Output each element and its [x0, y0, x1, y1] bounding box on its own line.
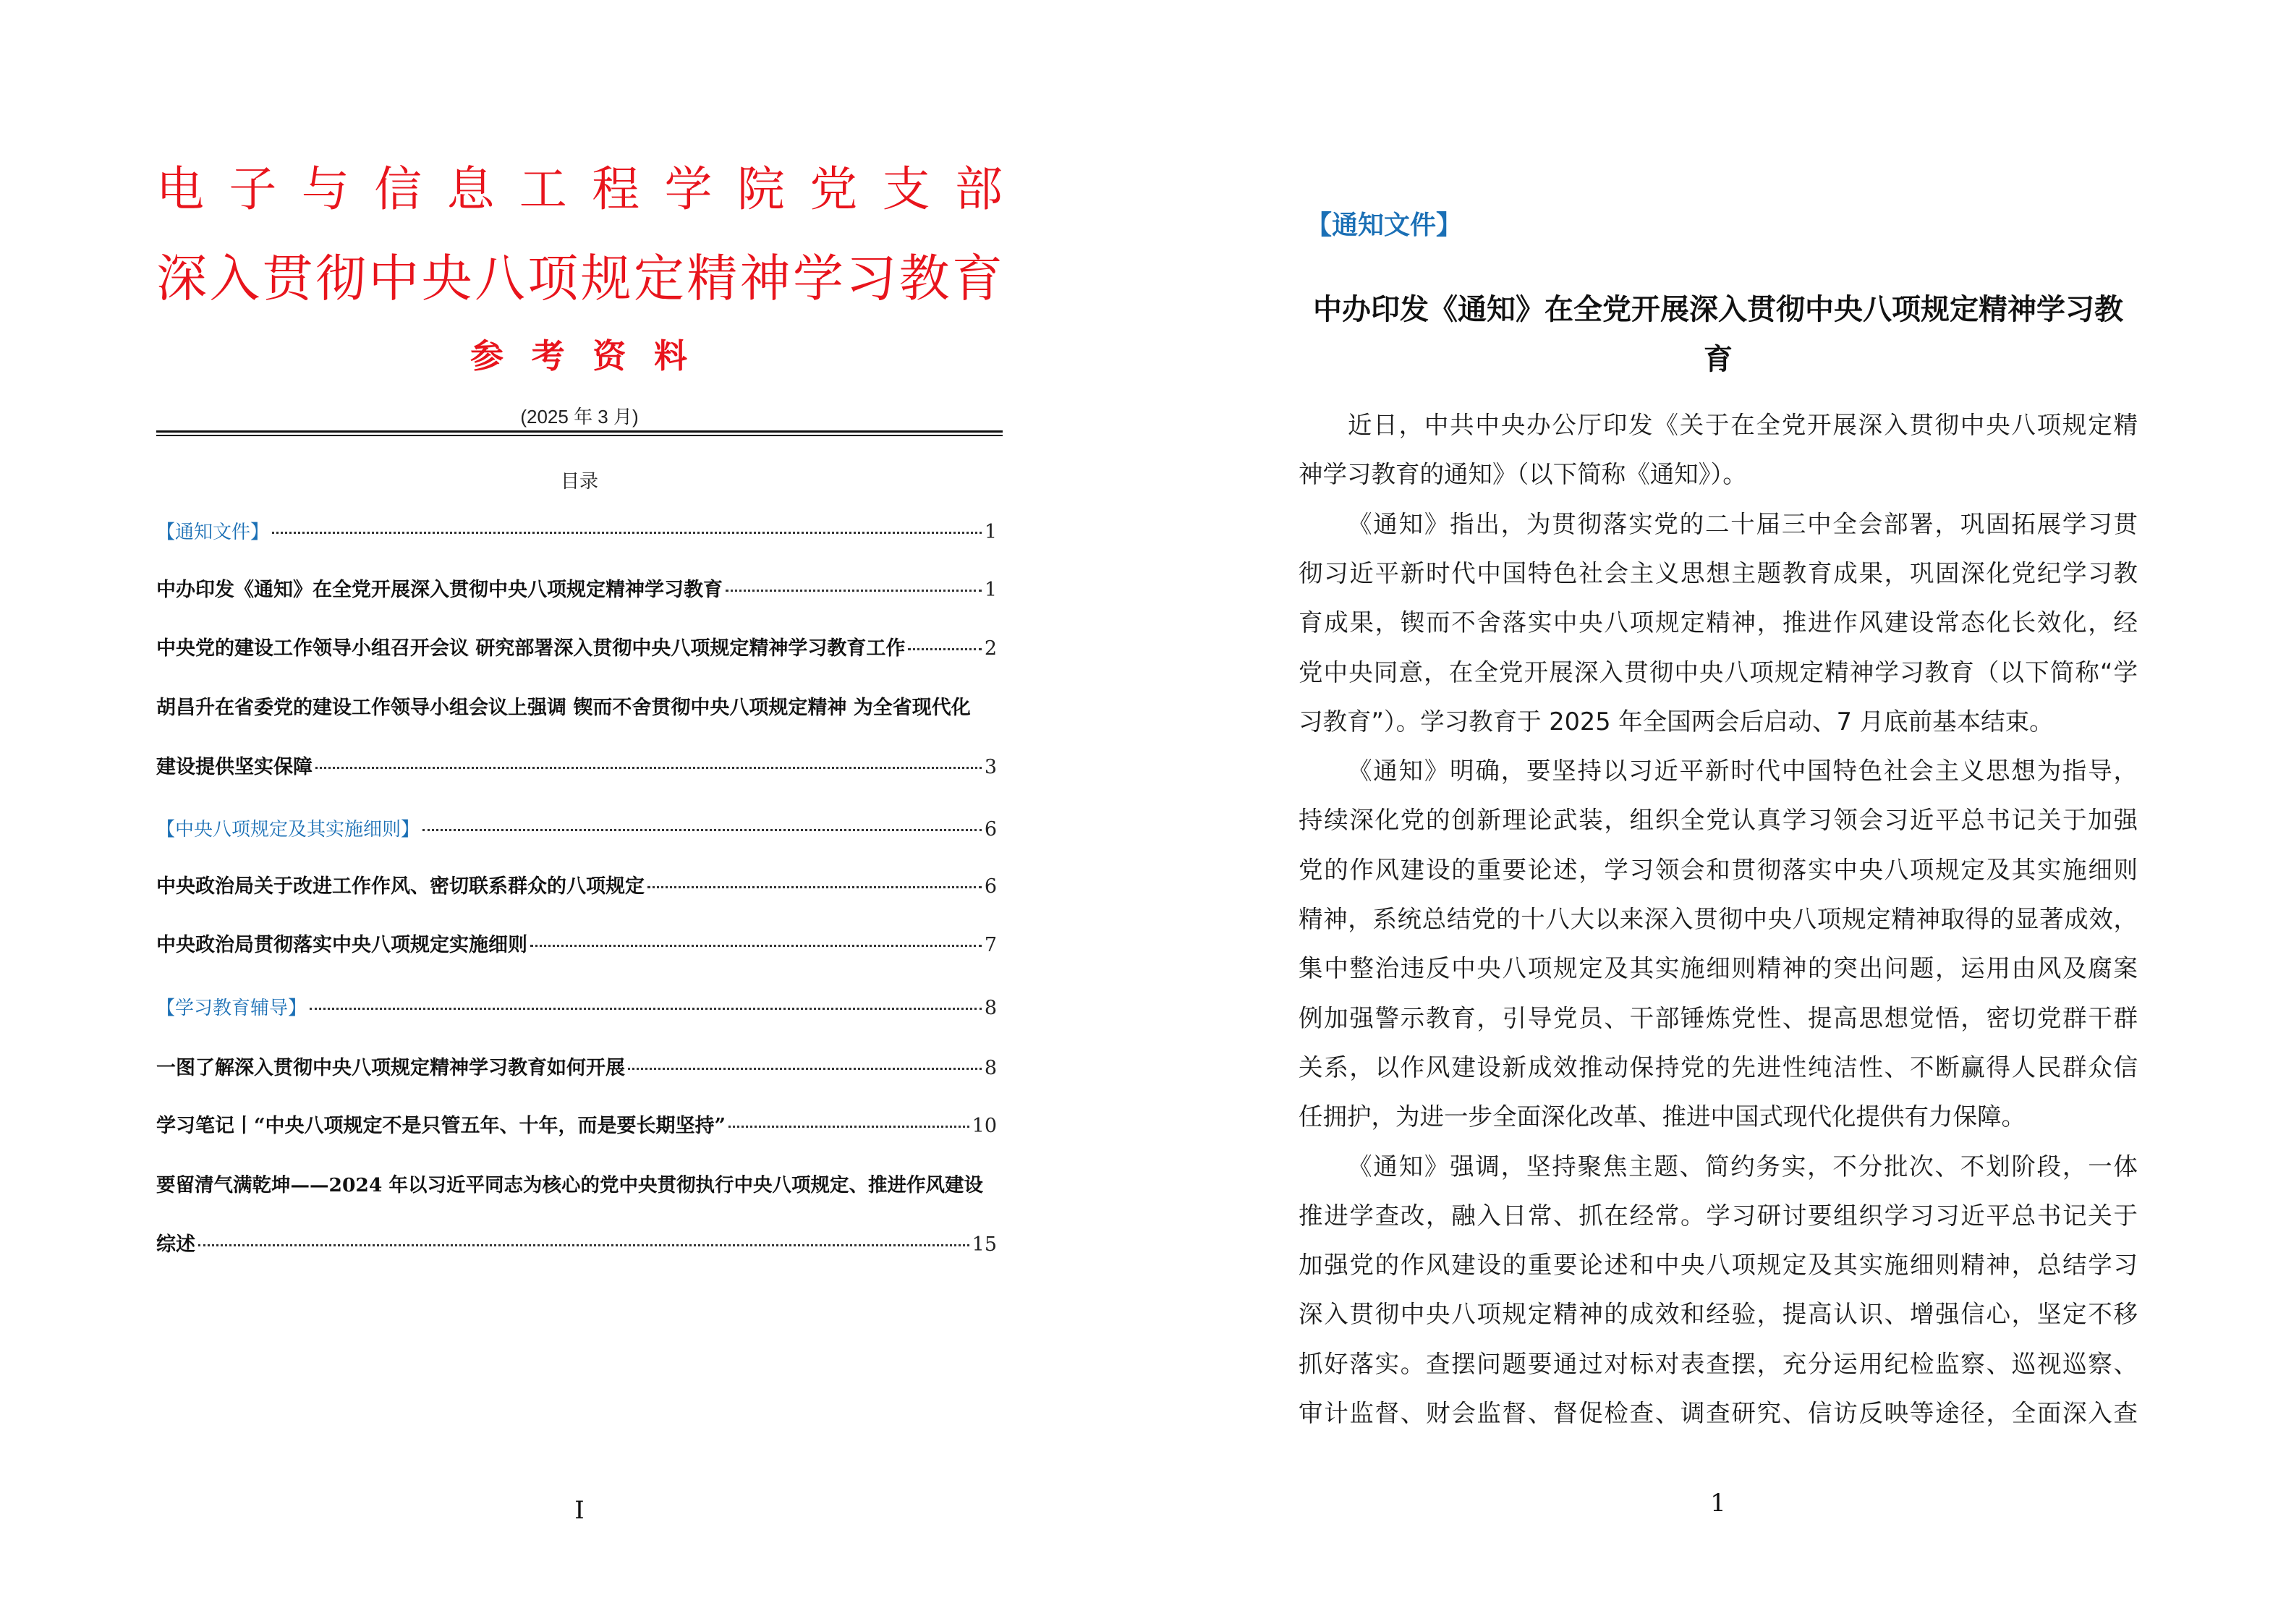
title-char: 参 [470, 336, 503, 375]
toc-entry-link[interactable] [156, 1171, 997, 1200]
toc-entry-title: 中央政治局关于改进工作作风、密切联系群众的八项规定 [156, 875, 645, 898]
title-char: 央 [421, 249, 472, 308]
cover-date: (2025 年 3 月) [520, 406, 639, 428]
toc-page-number: 3 [984, 756, 997, 778]
toc-entry-title: 中办印发《通知》在全党开展深入贯彻中央八项规定精神学习教育 [156, 579, 723, 601]
toc-entry-title: 【通知文件】 [156, 522, 270, 543]
toc-entry-link[interactable] [156, 1230, 997, 1259]
title-char: 教 [898, 249, 950, 308]
toc-entry-title: 【学习教育辅导】 [156, 998, 307, 1019]
title-char: 彻 [315, 249, 366, 308]
divider-rule-thin [156, 435, 1003, 436]
toc-entry-link[interactable] [156, 1112, 997, 1141]
toc-entry-title: 综述 [156, 1233, 195, 1256]
title-char: 神 [739, 249, 791, 308]
article-line: 《通知》指出，为贯彻落实党的二十届三中全会部署，巩固拓展学习贯 [1348, 509, 2138, 538]
toc-page-number: 1 [984, 579, 997, 601]
title-char: 学 [664, 161, 713, 217]
toc-entry-title: 中央党的建设工作领导小组召开会议 研究部署深入贯彻中央八项规定精神学习教育工作 [156, 637, 906, 660]
article-line: 习教育”）。学习教育于 2025 年全国两会后启动、7 月底前基本结束。 [1299, 707, 2054, 736]
toc-entry-title: 要留清气满乾坤——2024 年以习近平同志为核心的党中央贯彻执行中央八项规定、推进作风建设 [156, 1174, 983, 1196]
article-line: 任拥护，为进一步全面深化改革、推进中国式现代化提供有力保障。 [1299, 1102, 2026, 1131]
toc-entry-title: 胡昌升在省委党的建设工作领导小组会议上强调 锲而不舍贯彻中央八项规定精神 为全省现代化 [156, 697, 971, 719]
title-char: 规 [580, 249, 632, 308]
title-char: 料 [653, 336, 687, 375]
toc-page-number: 10 [972, 1115, 997, 1137]
toc-entry-link[interactable] [156, 694, 997, 723]
article-line: 加强党的作风建设的重要论述和中央八项规定及其实施细则精神，总结学习 [1299, 1251, 2138, 1280]
title-char: 电 [156, 161, 204, 217]
toc-heading: 目录 [560, 471, 598, 493]
toc-entry-link[interactable] [156, 931, 997, 960]
toc-page-number: 15 [972, 1233, 997, 1256]
title-char: 与 [301, 161, 349, 217]
title-char: 程 [592, 161, 640, 217]
title-char: 深 [156, 249, 207, 308]
article-line: 育成果，锲而不舍落实中央八项规定精神，推进作风建设常态化长效化，经 [1299, 608, 2138, 637]
article-line: 《通知》强调，坚持聚焦主题、简约务实，不分批次、不划阶段，一体 [1348, 1152, 2138, 1181]
page-number: 1 [1710, 1489, 1726, 1518]
toc-dot-leader [726, 590, 982, 592]
article-line: 审计监督、财会监督、督促检查、调查研究、信访反映等途径，全面深入查 [1299, 1399, 2138, 1427]
cover-title-line1 [156, 161, 1003, 218]
toc-section-link[interactable] [156, 815, 997, 844]
title-char: 院 [736, 161, 785, 217]
title-char: 八 [474, 249, 525, 308]
toc-dot-leader [315, 767, 982, 769]
article-line: 彻习近平新时代中国特色社会主义思想主题教育成果，巩固深化党纪学习教 [1299, 558, 2138, 587]
article-line: 抓好落实。查摆问题要通过对标对表查摆，充分运用纪检监察、巡视巡察、 [1299, 1349, 2138, 1378]
toc-page-number: 6 [984, 818, 997, 841]
title-char: 中 [368, 249, 420, 308]
toc-dot-leader [272, 532, 982, 534]
title-char: 学 [792, 249, 844, 308]
title-char: 部 [954, 161, 1003, 217]
title-char: 习 [846, 249, 897, 308]
title-char: 定 [633, 249, 684, 308]
toc-entry-title: 【中央八项规定及其实施细则】 [156, 819, 420, 841]
toc-page-number: 7 [984, 934, 997, 956]
toc-entry-title: 学习笔记丨“中央八项规定不是只管五年、十年，而是要长期坚持” [156, 1115, 726, 1137]
toc-entry-title: 建设提供坚实保障 [156, 756, 313, 778]
toc-section-link[interactable] [156, 994, 997, 1023]
title-char: 支 [882, 161, 930, 217]
title-char: 项 [527, 249, 579, 308]
toc-page-number: 2 [984, 637, 997, 660]
toc-dot-leader [530, 945, 982, 947]
article-line: 精神，系统总结党的十八大以来深入贯彻中央八项规定精神取得的显著成效， [1299, 905, 2138, 933]
toc-entry-title: 一图了解深入贯彻中央八项规定精神学习教育如何开展 [156, 1057, 625, 1079]
toc-dot-leader [628, 1068, 982, 1070]
toc-dot-leader [908, 648, 981, 650]
title-char: 子 [229, 161, 277, 217]
page-number: I [574, 1496, 585, 1525]
toc-dot-leader [728, 1126, 969, 1128]
toc-page-number: 8 [984, 1057, 997, 1079]
article-line: 《通知》明确，要坚持以习近平新时代中国特色社会主义思想为指导， [1348, 757, 2138, 786]
cover-title-line2 [156, 250, 1003, 307]
title-char: 资 [592, 336, 626, 375]
article-line: 推进学查改，融入日常、抓在经常。学习研讨要组织学习习近平总书记关于 [1299, 1201, 2138, 1230]
toc-entry-link[interactable] [156, 872, 997, 901]
title-char: 息 [446, 161, 495, 217]
divider-rule-thick [156, 430, 1003, 433]
toc-dot-leader [310, 1008, 982, 1010]
article-line: 集中整治违反中央八项规定及其实施细则精神的突出问题，运用由风及腐案 [1299, 954, 2138, 983]
article-line: 党中央同意，在全党开展深入贯彻中央八项规定精神学习教育（以下简称“学 [1299, 658, 2138, 686]
title-char: 考 [531, 336, 565, 375]
article-line: 近日，中共中央办公厅印发《关于在全党开展深入贯彻中央八项规定精 [1348, 411, 2138, 439]
article-line: 党的作风建设的重要论述，学习领会和贯彻落实中央八项规定及其实施细则 [1299, 855, 2138, 884]
title-char: 育 [951, 249, 1003, 308]
toc-entry-title: 中央政治局贯彻落实中央八项规定实施细则 [156, 934, 527, 956]
article-line: 深入贯彻中央八项规定精神的成效和经验，提高认识、增强信心，坚定不移 [1299, 1300, 2138, 1329]
toc-section-link[interactable] [156, 518, 997, 547]
toc-entry-link[interactable] [156, 1054, 997, 1083]
article-title-line1: 中办印发《通知》在全党开展深入贯彻中央八项规定精神学习教 [1313, 292, 2123, 326]
article-page [1143, 0, 2286, 1624]
article-line: 持续深化党的创新理论武装，组织全党认真学习领会习近平总书记关于加强 [1299, 806, 2138, 835]
article-title-line2: 育 [1704, 342, 1733, 376]
toc-dot-leader [647, 886, 982, 888]
cover-subtitle [470, 334, 687, 378]
article-line: 关系，以作风建设新成效推动保持党的先进性纯洁性、不断赢得人民群众信 [1299, 1053, 2138, 1081]
toc-page-number: 6 [984, 875, 997, 898]
title-char: 精 [687, 249, 738, 308]
toc-page-number: 8 [984, 997, 997, 1019]
toc-entry-link[interactable] [156, 576, 997, 605]
article-line: 例加强警示教育，引导党员、干部锤炼党性、提高思想觉悟，密切党群干群 [1299, 1003, 2138, 1032]
toc-entry-link[interactable] [156, 634, 997, 663]
section-tag: 【通知文件】 [1306, 211, 1463, 240]
toc-dot-leader [198, 1244, 969, 1246]
toc-page-number: 1 [984, 521, 997, 543]
toc-entry-link[interactable] [156, 753, 997, 782]
toc-dot-leader [422, 829, 982, 831]
title-char: 党 [810, 161, 858, 217]
title-char: 贯 [262, 249, 313, 308]
title-char: 信 [374, 161, 422, 217]
article-line: 神学习教育的通知》（以下简称《通知》）。 [1299, 460, 1747, 489]
title-char: 入 [209, 249, 260, 308]
title-char: 工 [519, 161, 567, 217]
